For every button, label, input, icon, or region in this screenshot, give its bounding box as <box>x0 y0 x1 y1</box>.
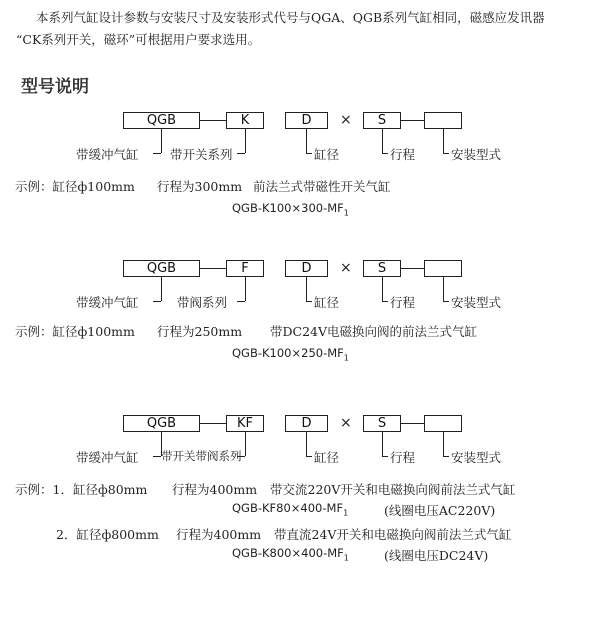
example-3-2-code: QGB-$K800\times 400-MF_1$ <box>232 546 349 563</box>
leader-line <box>382 129 383 153</box>
leader-line <box>443 153 449 154</box>
times-sign: × <box>340 112 352 128</box>
leader-line <box>443 456 449 457</box>
section-title: 型号说明 <box>21 77 89 97</box>
leader-line <box>306 129 307 153</box>
leader-line <box>153 153 161 154</box>
code-box-series: QGB <box>123 260 200 277</box>
leader-line <box>237 301 245 302</box>
code-box-stroke: S <box>363 260 401 277</box>
dash-connector <box>401 423 424 424</box>
label-mount-type: 安装型式 <box>451 147 502 162</box>
code-box-series: QGB <box>123 415 200 432</box>
example-1-stroke: 行程为300mm <box>157 179 243 194</box>
label-stroke: 行程 <box>390 295 416 310</box>
leader-line <box>306 456 312 457</box>
times-sign: × <box>340 415 352 431</box>
example-3-2-desc: 带直流24V开关和电磁换向阀前法兰式气缸 <box>274 527 512 542</box>
label-cushion-cylinder: 带缓冲气缸 <box>76 450 139 465</box>
leader-line <box>382 301 388 302</box>
leader-line <box>443 432 444 456</box>
label-stroke: 行程 <box>390 450 416 465</box>
label-stroke: 行程 <box>390 147 416 162</box>
times-sign: × <box>340 260 352 276</box>
leader-line <box>306 277 307 301</box>
label-cushion-cylinder: 带缓冲气缸 <box>76 295 139 310</box>
example-2-desc: 带DC24V电磁换向阀的前法兰式气缸 <box>270 324 478 339</box>
leader-line <box>306 432 307 456</box>
code-box-mount <box>424 112 462 129</box>
leader-line <box>245 129 246 153</box>
intro-line-1: 本系列气缸设计参数与安装尺寸及安装形式代号与QGA、QGB系列气缸相同，磁感应发讯器 <box>36 10 545 25</box>
code-box-stroke: S <box>363 112 401 129</box>
code-box-bore: D <box>285 415 328 432</box>
example-1-code: QGB-$K100\times 300-MF_1$ <box>232 201 349 218</box>
example-3-2-prefix: 2．缸径ф800mm <box>56 527 159 542</box>
example-2-stroke: 行程为250mm <box>157 324 243 339</box>
label-series: 带开关带阀系列 <box>161 449 242 463</box>
dash-connector <box>200 423 226 424</box>
example-3-1-note: (线圈电压AC220V) <box>384 503 496 518</box>
example-3-1-desc: 带交流220V开关和电磁换向阀前法兰式气缸 <box>270 482 516 497</box>
example-3-1-stroke: 行程为400mm <box>172 482 258 497</box>
leader-line <box>382 456 388 457</box>
example-3-2-note: (线圈电压DC24V) <box>384 548 489 563</box>
example-2-prefix: 示例：缸径ф100mm <box>15 324 135 339</box>
leader-line <box>382 277 383 301</box>
dash-connector <box>200 120 226 121</box>
code-box-type: KF <box>226 415 264 432</box>
leader-line <box>153 456 161 457</box>
dash-connector <box>200 268 226 269</box>
label-mount-type: 安装型式 <box>451 450 502 465</box>
example-3-2-stroke: 行程为400mm <box>176 527 262 542</box>
leader-line <box>382 432 383 456</box>
example-1-prefix: 示例：缸径ф100mm <box>15 179 135 194</box>
label-bore: 缸径 <box>314 450 340 465</box>
leader-line <box>237 153 245 154</box>
label-bore: 缸径 <box>314 147 340 162</box>
leader-line <box>443 277 444 301</box>
code-box-type: K <box>226 112 264 129</box>
code-box-bore: D <box>285 260 328 277</box>
leader-line <box>443 129 444 153</box>
dash-connector <box>401 268 424 269</box>
leader-line <box>161 277 162 301</box>
label-series: 带阀系列 <box>177 295 228 310</box>
code-box-mount <box>424 415 462 432</box>
label-mount-type: 安装型式 <box>451 295 502 310</box>
leader-line <box>153 301 161 302</box>
leader-line <box>245 277 246 301</box>
intro-line-2: “CK系列开关，磁环”可根据用户要求选用。 <box>16 32 261 47</box>
example-1-desc: 前法兰式带磁性开关气缸 <box>253 179 391 194</box>
label-series: 带开关系列 <box>170 147 233 162</box>
leader-line <box>306 301 312 302</box>
leader-line <box>245 432 246 456</box>
code-box-bore: D <box>285 112 328 129</box>
leader-line <box>161 129 162 153</box>
example-2-code: QGB-$K100\times 250-MF_1$ <box>232 346 349 363</box>
code-box-mount <box>424 260 462 277</box>
label-bore: 缸径 <box>314 295 340 310</box>
code-box-stroke: S <box>363 415 401 432</box>
dash-connector <box>401 120 424 121</box>
code-box-series: QGB <box>123 112 200 129</box>
example-3-1-prefix: 示例：1．缸径ф80mm <box>15 482 148 497</box>
example-3-1-code: QGB-$KF80\times 400-MF_1$ <box>232 501 349 518</box>
label-cushion-cylinder: 带缓冲气缸 <box>76 147 139 162</box>
code-box-type: F <box>226 260 264 277</box>
leader-line <box>443 301 449 302</box>
leader-line <box>306 153 312 154</box>
leader-line <box>382 153 388 154</box>
